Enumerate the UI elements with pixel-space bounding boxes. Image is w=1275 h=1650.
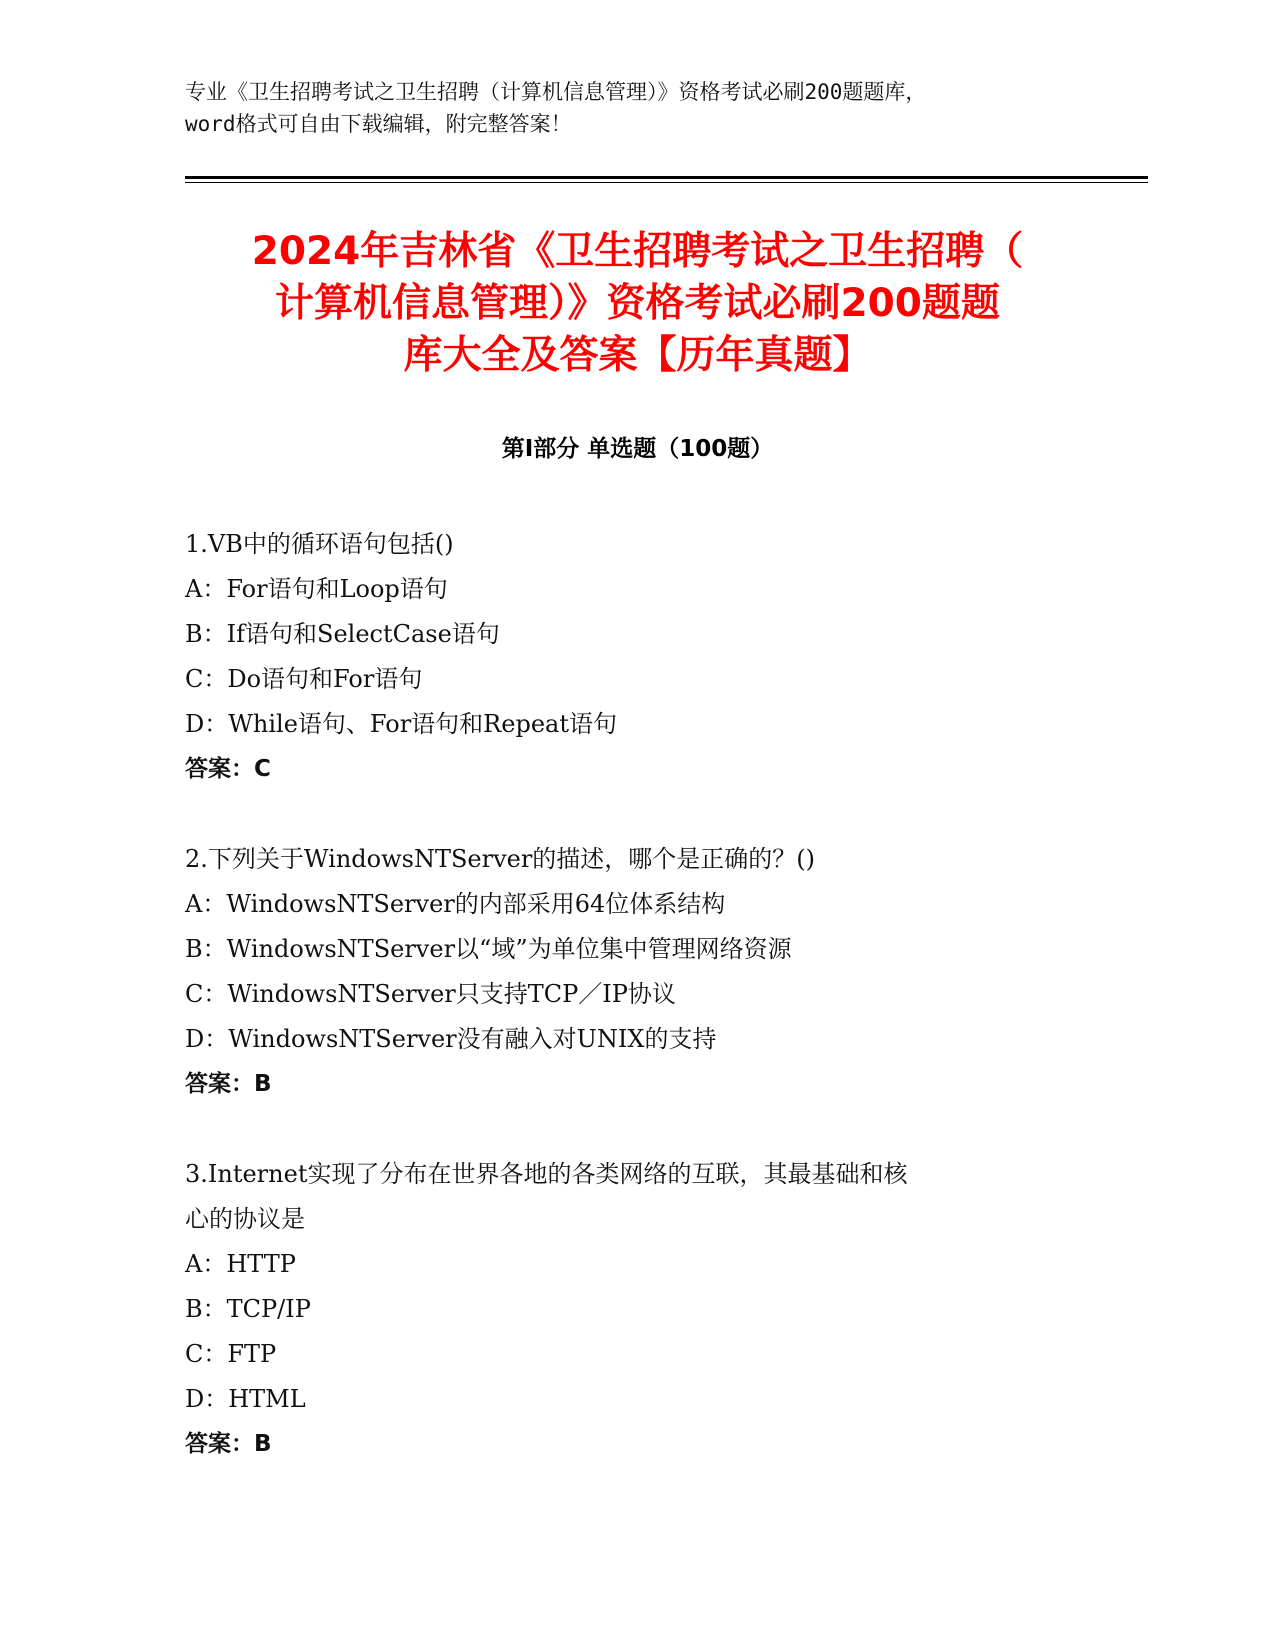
option-b: B：If语句和SelectCase语句 [185,620,500,648]
header-note-line: 专业《卫生招聘考试之卫生招聘（计算机信息管理）》资格考试必刷200题题库， [185,80,927,104]
option-d: D：WindowsNTServer没有融入对UNIX的支持 [185,1025,717,1053]
document-title-line: 2024年吉林省《卫生招聘考试之卫生招聘（ [251,229,1024,274]
answer-line: 答案：B [185,1431,272,1457]
document-title [185,226,1090,382]
option-a: A：For语句和Loop语句 [185,575,448,603]
question-stem: 1.VB中的循环语句包括() [185,530,454,558]
header-divider-thick [185,176,1148,179]
option-a: A：HTTP [185,1250,296,1278]
header-note-line: word格式可自由下载编辑，附完整答案！ [185,112,572,136]
question-item [185,522,1085,792]
header-divider-thin [185,182,1148,183]
option-c: C：WindowsNTServer只支持TCP／IP协议 [185,980,676,1008]
option-c: C：FTP [185,1340,277,1368]
question-stem: 3.Internet实现了分布在世界各地的各类网络的互联，其最基础和核 [185,1160,908,1188]
option-b: B：TCP/IP [185,1295,311,1323]
option-d: D：HTML [185,1385,306,1413]
option-b: B：WindowsNTServer以“域”为单位集中管理网络资源 [185,935,792,963]
option-c: C：Do语句和For语句 [185,665,423,693]
document-title-line: 计算机信息管理）》资格考试必刷200题题 [275,281,1000,326]
question-list [185,522,1085,1512]
option-d: D：While语句、For语句和Repeat语句 [185,710,617,738]
answer-line: 答案：C [185,756,271,782]
question-item [185,1152,1085,1467]
header-note [185,76,1085,140]
question-item [185,837,1085,1107]
section-title: 第Ⅰ部分 单选题（100题） [501,436,774,462]
option-a: A：WindowsNTServer的内部采用64位体系结构 [185,890,726,918]
answer-line: 答案：B [185,1071,272,1097]
question-stem-continued: 心的协议是 [185,1205,305,1233]
document-title-line: 库大全及答案【历年真题】 [403,333,872,378]
question-stem: 2.下列关于WindowsNTServer的描述，哪个是正确的？() [185,845,816,873]
